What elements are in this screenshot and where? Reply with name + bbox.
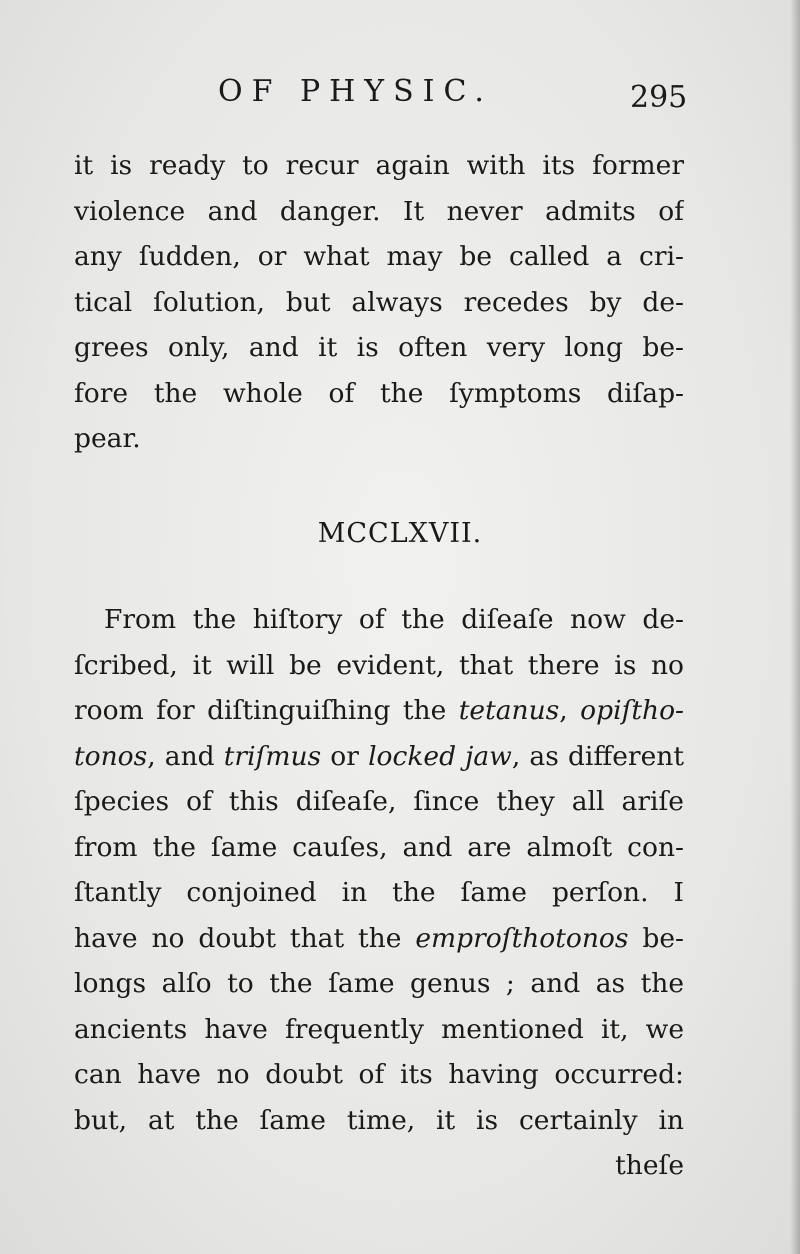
text-line [74,916,684,962]
text-line [74,734,684,780]
italic-term-emprosthotonos: emproſthotonos [415,922,629,954]
text-line: but, at the ſame time, it is certainly in [74,1104,684,1136]
catchword: theſe [615,1150,684,1181]
text-line: any ſudden, or what may be called a cri- [74,241,684,272]
section-heading: MCCLXVII. [317,518,483,549]
italic-term-tetanus: tetanus [458,695,560,726]
text-run: , as different [511,740,684,772]
running-title: OF PHYSIC. [218,74,493,109]
text-line: can have no doubt of its having occurred: [74,1059,684,1090]
text-run: or [321,740,369,772]
text-line: it is ready to recur again with its former [74,150,684,181]
text-run: , [559,695,581,726]
italic-term-trismus: triſmus [223,740,322,772]
text-run: room for diſtinguiſhing the [74,695,459,726]
italic-term-opisthotonos-cont: tonos [74,740,148,772]
text-line: ſtantly conjoined in the ſame perſon. I [74,877,684,908]
text-line: violence and danger. It never admits of [74,195,684,227]
italic-term-locked-jaw: locked jaw [368,740,512,772]
text-run: , and [147,740,224,772]
paragraph-1 [74,143,684,462]
text-line: pear. [74,423,141,454]
page-number: 295 [630,80,688,115]
text-run: be- [628,922,684,954]
text-line [74,688,684,734]
text-line: From the hiſtory of the diſeaſe now de- [104,604,684,635]
text-line: from the ſame cauſes, and are almoſt con- [74,831,684,863]
text-line: fore the whole of the ſymptoms diſap- [74,377,684,409]
paragraph-2 [74,597,684,1189]
text-line: tical ſolution, but always recedes by de- [74,286,684,318]
text-line: grees only, and it is often very long be- [74,332,684,363]
text-line: ancients have frequently mentioned it, we [74,1013,684,1045]
running-head [0,70,800,120]
text-run: have no doubt that the [74,922,416,954]
text-line: longs alſo to the ſame genus ; and as the [74,968,684,999]
text-line: ſpecies of this diſeaſe, ſince they all ariſe [74,786,684,817]
italic-term-opisthotonos: opiſtho- [580,695,684,726]
text-line: ſcribed, it will be evident, that there is no [74,649,684,681]
page-edge-shadow [790,0,800,1254]
